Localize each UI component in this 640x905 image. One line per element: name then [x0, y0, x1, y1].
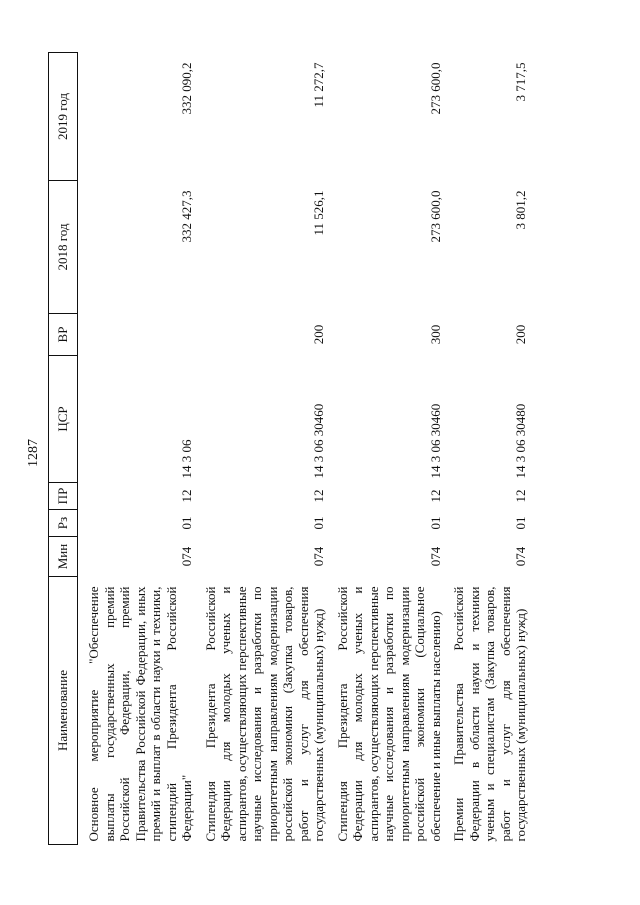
row-rz: 01	[513, 516, 528, 530]
header-2018: 2018 год	[49, 181, 78, 314]
row-name: Стипендия Президента Российской Федерации для молодых ученых и аспирантов, осуществляющих перспективные научные исследования и разработки по приоритетным направлениям модернизации российской экономики (Закупка товаров, работ и услуг для обеспечения государственных (муниципальных) нужд)	[202, 586, 326, 842]
table-row	[333, 53, 450, 845]
row-name: Премии Правительства Российской Федерации в области науки и техники ученым и специалистам (Закупка товаров, работ и услуг для обеспечения государственных (муниципальных) нужд)	[451, 586, 528, 842]
row-csr: 14 3 06 30460	[311, 403, 326, 479]
table-header-row	[49, 53, 78, 845]
table-row	[78, 53, 201, 845]
row-2018: 273 600,0	[427, 190, 443, 243]
header-vr: ВР	[49, 314, 78, 356]
row-name: Основное мероприятие "Обеспечение выплаты государственных премий Российской Федерации, премий Правительства Российской Федерации, иных премий и выплат в области науки и техники, стипендий Президента Российской Федерации"	[86, 586, 194, 842]
row-2018: 3 801,2	[513, 190, 528, 230]
row-csr: 14 3 06 30480	[513, 403, 528, 479]
table-row	[449, 53, 535, 845]
row-vr: 200	[311, 324, 326, 345]
row-pr: 12	[427, 489, 443, 503]
table-row	[201, 53, 333, 845]
row-csr: 14 3 06	[179, 439, 194, 479]
row-min: 074	[427, 546, 443, 567]
row-vr: 300	[427, 324, 443, 345]
header-csr: ЦСР	[49, 356, 78, 483]
row-csr: 14 3 06 30460	[427, 403, 443, 479]
row-rz: 01	[427, 516, 443, 530]
budget-table	[48, 52, 535, 845]
row-2019: 332 090,2	[179, 62, 194, 115]
header-rz: Рз	[49, 510, 78, 537]
row-rz: 01	[179, 516, 194, 530]
row-2019: 11 272,7	[311, 62, 326, 108]
header-min: Мин	[49, 537, 78, 577]
row-pr: 12	[179, 489, 194, 503]
row-vr: 200	[513, 324, 528, 345]
row-name: Стипендия Президента Российской Федерации для молодых ученых и аспирантов, осуществляющих перспективные научные исследования и разработки по приоритетным направлениям модернизации российской экономики (Социальное обеспечение и иные выплаты населению)	[334, 586, 443, 842]
row-min: 074	[311, 546, 326, 567]
row-pr: 12	[513, 489, 528, 503]
header-2019: 2019 год	[49, 53, 78, 181]
header-name: Наименование	[49, 577, 78, 845]
row-2018: 332 427,3	[179, 190, 194, 243]
row-vr	[78, 314, 201, 356]
budget-table-page	[48, 53, 604, 845]
row-pr: 12	[311, 489, 326, 503]
row-2018: 11 526,1	[311, 190, 326, 236]
header-pr: ПР	[49, 483, 78, 510]
row-2019: 3 717,5	[513, 62, 528, 102]
row-2019: 273 600,0	[427, 62, 443, 115]
page-number: 1287	[26, 439, 41, 467]
row-min: 074	[179, 546, 194, 567]
row-min: 074	[513, 546, 528, 567]
row-rz: 01	[311, 516, 326, 530]
